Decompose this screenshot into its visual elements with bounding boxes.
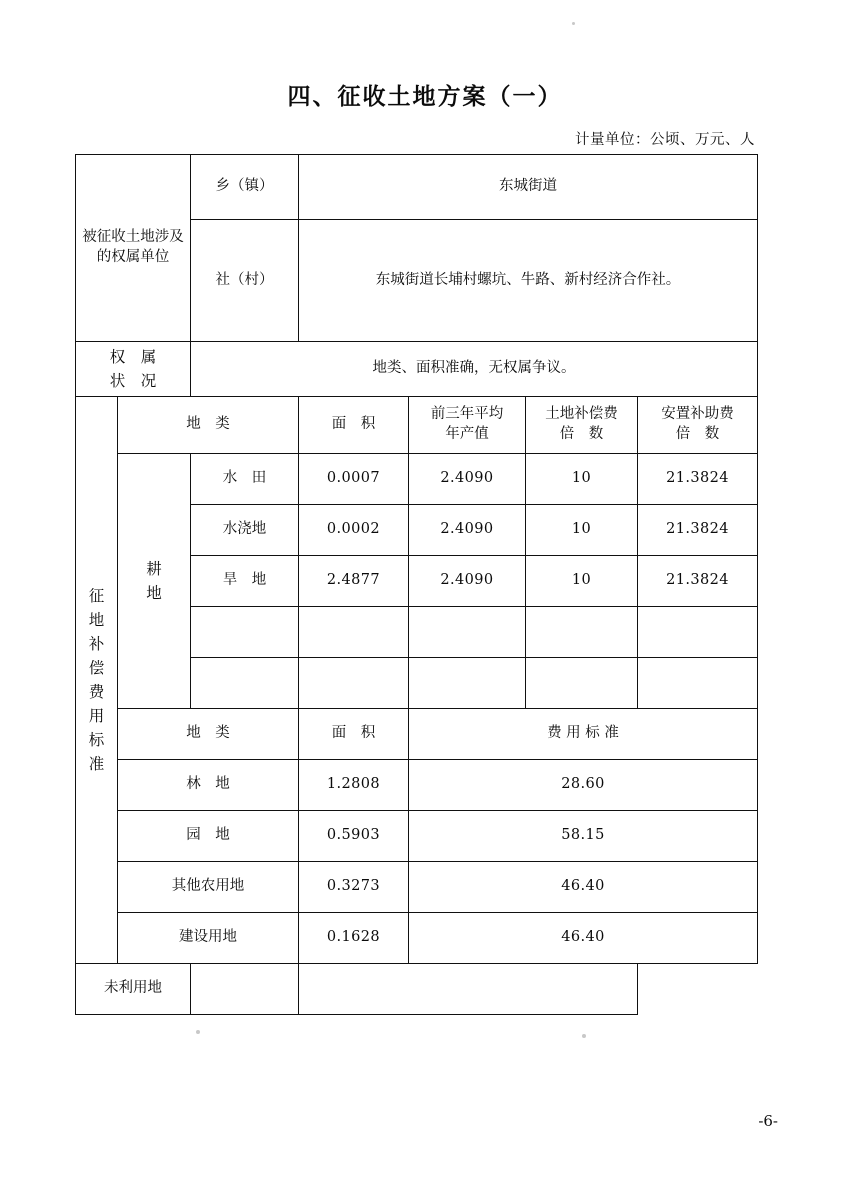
scan-speck [572, 22, 575, 25]
table-row-header-lower [76, 709, 758, 760]
header-land-type-upper: 地 类 [118, 397, 299, 454]
township-label-cell: 乡（镇） [191, 155, 299, 220]
page-title: 四、征收土地方案（一） [287, 84, 563, 110]
table-row-township [76, 155, 758, 220]
cell-land-type: 其他农用地 [118, 862, 299, 913]
table-row [76, 964, 758, 1015]
header-avg-yield-line1: 前三年平均 [430, 406, 504, 423]
header-resettle-line2: 倍 数 [675, 426, 720, 442]
cell-land-comp-multiple: 10 [526, 505, 638, 556]
header-land-compensation-multiple [526, 397, 638, 454]
cell-land-comp-multiple: 10 [526, 556, 638, 607]
cell-resettle-multiple [638, 607, 758, 658]
cell-area: 0.1628 [299, 913, 409, 964]
cell-land-type [191, 607, 299, 658]
cell-avg-yield: 2.4090 [409, 556, 526, 607]
cell-land-type: 水浇地 [191, 505, 299, 556]
village-label-cell: 社（村） [191, 220, 299, 342]
scan-speck [582, 1034, 586, 1038]
header-land-comp-line1: 土地补偿费 [545, 406, 618, 423]
ownership-units-label-text: 被征收土地涉及的权属单位 [82, 229, 184, 265]
cultivated-land-label-text: 耕 地 [146, 559, 162, 602]
cell-land-type: 未利用地 [76, 964, 191, 1015]
cell-area: 0.5903 [299, 811, 409, 862]
village-value-cell: 东城街道长埔村螺坑、牛路、新村经济合作社。 [299, 220, 758, 342]
cell-area: 2.4877 [299, 556, 409, 607]
cell-land-comp-multiple: 10 [526, 454, 638, 505]
table-row [76, 862, 758, 913]
cell-fee-standard: 58.15 [409, 811, 758, 862]
cell-fee-standard: 46.40 [409, 862, 758, 913]
ownership-units-label [76, 155, 191, 342]
cell-resettle-multiple [638, 658, 758, 709]
measurement-unit-note: 计量单位：公顷、万元、人 [575, 132, 755, 148]
cell-area [299, 607, 409, 658]
header-avg-yield [409, 397, 526, 454]
table-row-ownership-status [76, 342, 758, 397]
land-acquisition-table [75, 154, 758, 1015]
ownership-status-label-line2: 状 况 [109, 372, 157, 390]
cell-fee-standard [299, 964, 638, 1015]
table-row-header-upper [76, 397, 758, 454]
cell-land-comp-multiple [526, 658, 638, 709]
ownership-status-label-line1: 权 属 [109, 347, 157, 366]
header-avg-yield-line2: 年产值 [445, 426, 489, 442]
cell-land-comp-multiple [526, 607, 638, 658]
land-acquisition-table-wrapper [75, 154, 757, 1015]
cell-land-type: 建设用地 [118, 913, 299, 964]
header-land-type-lower: 地 类 [118, 709, 299, 760]
header-area-upper: 面 积 [299, 397, 409, 454]
table-row [76, 454, 758, 505]
township-value-cell: 东城街道 [299, 155, 758, 220]
cell-resettle-multiple: 21.3824 [638, 556, 758, 607]
cell-area: 0.0002 [299, 505, 409, 556]
cell-area: 0.0007 [299, 454, 409, 505]
cell-land-type: 园 地 [118, 811, 299, 862]
cell-avg-yield: 2.4090 [409, 505, 526, 556]
cell-land-type: 林 地 [118, 760, 299, 811]
compensation-side-label-text: 征 地 补 偿 费 用 标 准 [88, 586, 105, 774]
cell-area: 1.2808 [299, 760, 409, 811]
cell-resettle-multiple: 21.3824 [638, 454, 758, 505]
table-row [76, 913, 758, 964]
header-resettle-line1: 安置补助费 [661, 406, 734, 423]
cultivated-land-label [118, 454, 191, 709]
header-land-comp-line2: 倍 数 [559, 426, 604, 442]
table-row [76, 760, 758, 811]
cell-avg-yield [409, 607, 526, 658]
cell-fee-standard: 46.40 [409, 913, 758, 964]
header-fee-standard: 费 用 标 准 [409, 709, 758, 760]
ownership-status-value: 地类、面积准确，无权属争议。 [191, 342, 758, 397]
scan-speck [196, 1030, 200, 1034]
cell-land-type: 水 田 [191, 454, 299, 505]
cell-fee-standard: 28.60 [409, 760, 758, 811]
cell-avg-yield [409, 658, 526, 709]
header-resettlement-multiple [638, 397, 758, 454]
cell-avg-yield: 2.4090 [409, 454, 526, 505]
header-area-lower: 面 积 [299, 709, 409, 760]
ownership-status-label [76, 342, 191, 397]
compensation-side-label [76, 397, 118, 964]
cell-resettle-multiple: 21.3824 [638, 505, 758, 556]
cell-area: 0.3273 [299, 862, 409, 913]
page-number: -6- [758, 1112, 778, 1130]
cell-area [191, 964, 299, 1015]
cell-land-type [191, 658, 299, 709]
table-row [76, 811, 758, 862]
cell-area [299, 658, 409, 709]
cell-land-type: 旱 地 [191, 556, 299, 607]
